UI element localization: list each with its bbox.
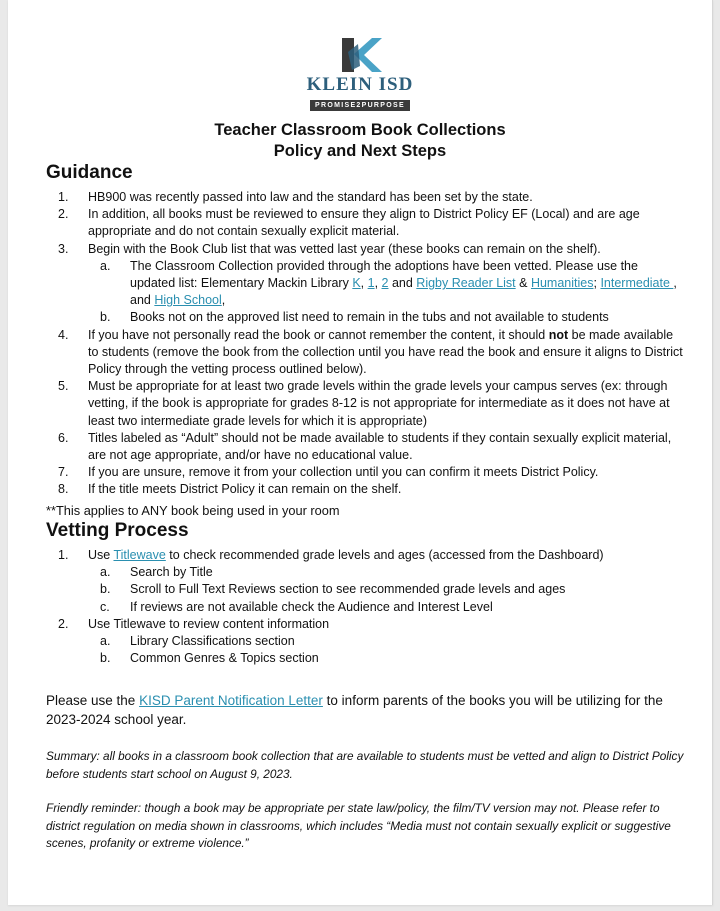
- item-text: Titles labeled as “Adult” should not be made available to students if they contain sexually explicit material, are not age appropriate, and/or have no educational value.: [88, 430, 672, 463]
- list-item: [8, 547, 712, 564]
- item-letter: b.: [100, 582, 111, 597]
- item-text-pre: Use: [88, 548, 114, 562]
- link-parent-notification-letter[interactable]: KISD Parent Notification Letter: [139, 693, 323, 708]
- item-text-post: to check recommended grade levels and ages (accessed from the Dashboard): [165, 548, 604, 562]
- item-number: 5.: [58, 379, 69, 394]
- sub-list-item: [8, 258, 712, 310]
- link-titlewave[interactable]: Titlewave: [113, 548, 166, 562]
- item-text: Must be appropriate for at least two grade levels within the grade levels your campus serves (ex: through vetting, if the book is appropriate for grades 8-12 is not appropriate for intermediate as it does not have at least two intermediate grade levels for which it is appropriate): [88, 379, 670, 428]
- link-grade-2[interactable]: 2: [381, 276, 389, 291]
- klein-isd-logo: [300, 36, 420, 109]
- separator: ,: [221, 293, 226, 308]
- item-letter: b.: [100, 651, 111, 666]
- item-number: 8.: [58, 482, 69, 497]
- link-k[interactable]: K: [352, 276, 361, 291]
- item-text: HB900 was recently passed into law and the standard has been set by the state.: [88, 190, 533, 204]
- guidance-heading: Guidance: [46, 162, 133, 183]
- list-item: [8, 378, 712, 430]
- document-title: [8, 120, 712, 162]
- vetting-heading: Vetting Process: [46, 520, 189, 541]
- item-letter: a.: [100, 634, 111, 649]
- item-number: 2.: [58, 207, 69, 222]
- item-text: If you are unsure, remove it from your collection until you can confirm it meets District Policy.: [88, 465, 599, 480]
- item-number: 3.: [58, 241, 69, 256]
- reminder-paragraph: Friendly reminder: though a book may be appropriate per state law/policy, the film/TV version may not. Please refer to district regulation on media shown in classrooms, which includes “Media must not contain sexually explicit or suggestive scenes, profanity or extreme violence.”: [46, 801, 671, 850]
- link-intermediate[interactable]: Intermediate: [600, 276, 674, 291]
- sub-list-item: [8, 564, 712, 581]
- item-text: If the title meets District Policy it can remain on the shelf.: [88, 482, 402, 497]
- paragraph-text-post: to inform parents of the books you will be utilizing for the 2023-2024 school year.: [46, 693, 663, 727]
- district-name: KLEIN ISD: [306, 74, 414, 95]
- title-line-2: Policy and Next Steps: [273, 142, 447, 160]
- summary-paragraph: Summary: all books in a classroom book collection that are available to students must be vetted and align to District Policy before students start school on August 9, 2023.: [46, 749, 684, 781]
- item-number: 1.: [58, 190, 69, 204]
- title-line-1: Teacher Classroom Book Collections: [214, 121, 506, 139]
- item-number: 6.: [58, 430, 69, 445]
- list-item: [8, 464, 712, 481]
- list-item: [8, 481, 712, 498]
- list-item: [8, 189, 712, 206]
- sub-list-item: [8, 309, 712, 326]
- item-text-pre: If you have not personally read the book or cannot remember the content, it should: [88, 327, 549, 342]
- sub-list-item: [8, 633, 712, 650]
- item-text: If reviews are not available check the Audience and Interest Level: [130, 599, 493, 614]
- list-item: [8, 241, 712, 258]
- vetting-list: [8, 547, 712, 667]
- applies-note: **This applies to ANY book being used in your room: [46, 503, 340, 518]
- link-rigby-reader-list[interactable]: Rigby Reader List: [416, 276, 516, 291]
- separator: ;: [593, 276, 601, 291]
- sub-list-item: [8, 581, 712, 598]
- item-text-bold: not: [548, 327, 569, 342]
- item-text-post: be made available to students (remove the book from the collection until you have read the book and ensure it aligns to District Policy through the vetting process outlined below).: [88, 327, 683, 377]
- separator: ,: [360, 276, 368, 291]
- district-tagline: PROMISE2PURPOSE: [310, 100, 410, 111]
- item-text: Library Classifications section: [130, 634, 295, 649]
- document-page: [8, 0, 713, 905]
- guidance-list: [8, 189, 712, 499]
- klein-k-icon: [338, 36, 382, 74]
- list-item: [8, 206, 712, 240]
- list-item: [8, 327, 712, 379]
- item-letter: a.: [100, 565, 111, 580]
- item-text: In addition, all books must be reviewed to ensure they align to District Policy EF (Local) and are age appropriate and do not contain sexually explicit material.: [88, 207, 640, 239]
- separator: , and: [130, 276, 677, 308]
- item-letter: c.: [100, 599, 110, 614]
- separator: ,: [374, 276, 382, 291]
- parent-letter-paragraph: [46, 691, 696, 729]
- link-grade-1[interactable]: 1: [367, 276, 375, 291]
- item-letter: b.: [100, 310, 111, 325]
- item-text: The Classroom Collection provided through the adoptions have been vetted. Please use the updated list: Elementary Mackin Library: [130, 258, 638, 291]
- item-text: Use Titlewave to review content information: [88, 616, 330, 631]
- link-humanities[interactable]: Humanities: [530, 276, 594, 291]
- list-item: [8, 616, 712, 633]
- separator: and: [388, 276, 417, 291]
- item-text: Scroll to Full Text Reviews section to see recommended grade levels and ages: [130, 582, 566, 597]
- item-text: Begin with the Book Club list that was vetted last year (these books can remain on the shelf).: [88, 241, 601, 256]
- sub-list-item: [8, 650, 712, 667]
- item-letter: a.: [100, 258, 111, 273]
- separator: &: [515, 276, 531, 291]
- item-number: 7.: [58, 465, 69, 480]
- link-high-school[interactable]: High School: [154, 293, 222, 308]
- item-number: 1.: [58, 548, 69, 562]
- item-number: 2.: [58, 616, 69, 631]
- paragraph-text-pre: Please use the: [46, 693, 140, 708]
- item-text: Search by Title: [130, 565, 213, 580]
- list-item: [8, 430, 712, 464]
- sub-list-item: [8, 599, 712, 616]
- item-text: Books not on the approved list need to remain in the tubs and not available to students: [130, 310, 609, 325]
- item-number: 4.: [58, 327, 69, 342]
- item-text: Common Genres & Topics section: [130, 651, 319, 666]
